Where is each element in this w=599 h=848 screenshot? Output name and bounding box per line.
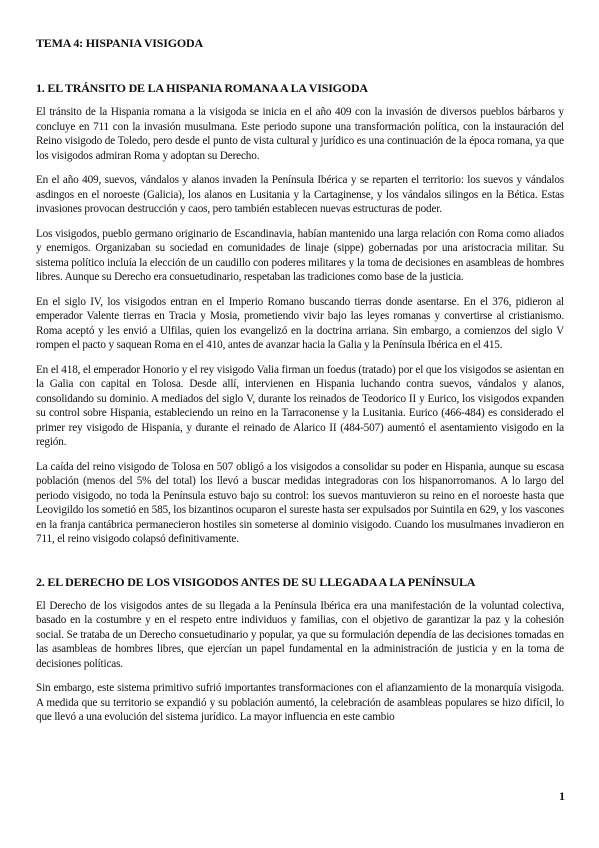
paragraph: En el siglo IV, los visigodos entran en el Imperio Romano buscando tierras donde asentarse. En el 376, pidieron al emperador Valente tierras en Tracia y Mosia, prometiendo vivir bajo las leyes romanas y convertirse al cristianismo. Roma aceptó y les envió a Ulfilas, quien los evangelizó en la doctrina arriana. Sin embargo, a comienzos del siglo V rompen el pacto y saquean Roma en el 410, antes de avanzar hacia la Galia y la Península Ibérica en el 415. [36,295,564,351]
paragraph: El tránsito de la Hispania romana a la visigoda se inicia en el año 409 con la invasión de diversos pueblos bárbaros y concluye en 711 con la invasión musulmana. Este periodo supone una transformación política, con la instauración del Reino visigodo de Toledo, pero desde el punto de vista cultural y jurídico es una continuación de la época romana, ya que los visigodos admiran Roma y adoptan su Derecho. [36,106,564,162]
paragraph: Los visigodos, pueblo germano originario de Escandinavia, habían mantenido una larga relación con Roma como aliados y enemigos. Organizaban su sociedad en comunidades de linaje (sippe) gobernadas por una aristocracia militar. Su sistema político incluía la elección de un caudillo con poderes militares y la toma de decisiones en asambleas de hombres libres. Aunque su Derecho era consuetudinario, respetaban las tradiciones como base de la justicia. [36,227,564,283]
paragraph: En el año 409, suevos, vándalos y alanos invaden la Península Ibérica y se reparten el territorio: los suevos y vándalos asdingos en el noroeste (Galicia), los alanos en Lusitania y la Cartaginense, y los vándalos silingos en la Bética. Estas invasiones provocan destrucción y caos, pero también establecen nuevas estructuras de poder. [36,174,564,215]
page-number: 1 [559,789,565,803]
paragraph: El Derecho de los visigodos antes de su llegada a la Península Ibérica era una manifestación de la voluntad colectiva, basado en la costumbre y en el respeto entre individuos y familias, con el objetivo de garantizar la paz y la cohesión social. Se trataba de un Derecho consuetudinario y popular, ya que su formulación dependía de las decisiones tomadas en las asambleas de hombres libres, que ejercían un papel fundamental en la administración de justicia y en la toma de decisiones políticas. [36,599,564,670]
document-content [36,36,564,735]
section-heading-2: 2. EL DERECHO DE LOS VISIGODOS ANTES DE SU LLEGADA A LA PENÍNSULA [36,574,476,589]
paragraph: Sin embargo, este sistema primitivo sufrió importantes transformaciones con el afianzamiento de la monarquía visigoda. A medida que su territorio se expandió y su población aumentó, la celebración de asambleas populares se hizo difícil, lo que llevó a una evolución del sistema jurídico. La mayor influencia en este cambio [36,682,564,723]
section-heading-1: 1. EL TRÁNSITO DE LA HISPANIA ROMANA A LA VISIGODA [36,81,368,95]
paragraph: La caída del reino visigodo de Tolosa en 507 obligó a los visigodos a consolidar su poder en Hispania, aunque su escasa población (menos del 5% del total) los llevó a buscar medidas integradoras con los hispanorromanos. A lo largo del periodo visigodo, no toda la Península estuvo bajo su control: los suevos mantuvieron su reino en el noroeste hasta que Leovigildo los sometió en 585, los bizantinos ocuparon el sureste hasta ser expulsados por Suintila en 629, y los vascones en la franja cantábrica permanecieron hostiles sin someterse al dominio visigodo. Cuando los musulmanes invadieron en 711, el reino visigodo colapsó definitivamente. [36,460,564,545]
document-title: TEMA 4: HISPANIA VISIGODA [36,36,203,50]
paragraph: En el 418, el emperador Honorio y el rey visigodo Valia firman un foedus (tratado) por el que los visigodos se asientan en la Galia con capital en Tolosa. Desde allí, intervienen en Hispania luchando contra suevos, vándalos y alanos, consolidando su dominio. A mediados del siglo V, durante los reinados de Teodorico II y Eurico, los visigodos expanden su control sobre Hispania, estableciendo un reino en la Tarraconense y la Lusitania. Eurico (466-484) es considerado el primer rey visigodo de Hispania, y durante el reinado de Alarico II (484-507) aumentó el asentamiento visigodo en la región. [36,363,564,448]
